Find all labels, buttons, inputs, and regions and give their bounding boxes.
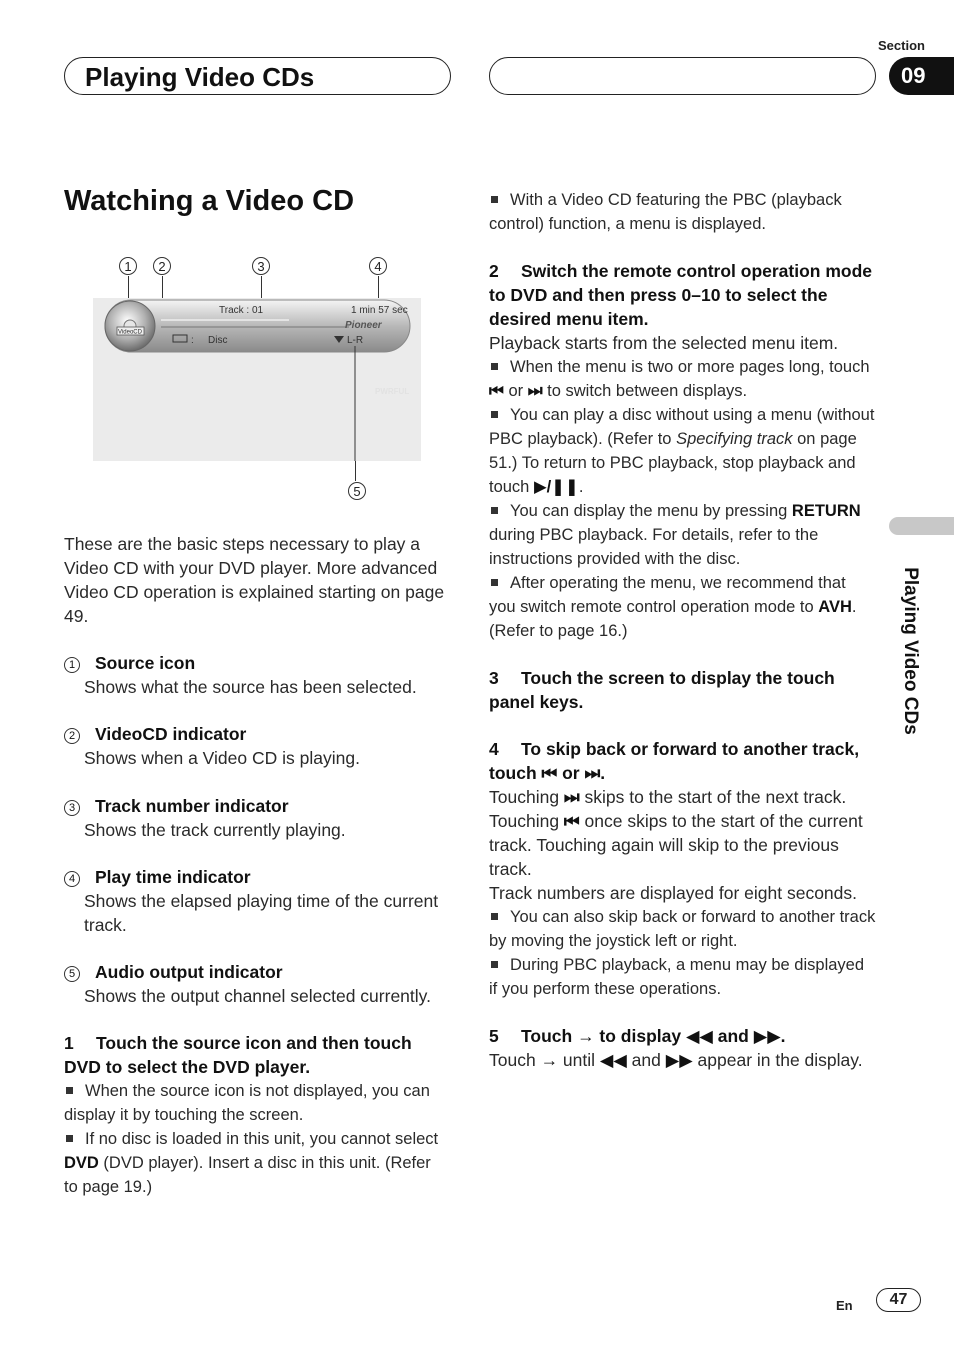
item-description: Shows the track currently playing.	[84, 820, 346, 840]
page-title: Watching a Video CD	[64, 185, 355, 217]
item-description: Shows the output channel selected currently.	[84, 986, 431, 1006]
previous-track-icon: ⏮	[541, 763, 558, 783]
item-description: Shows what the source has been selected.	[84, 677, 417, 697]
step-4-bullet-1	[489, 905, 876, 953]
step-1-bullet-1	[64, 1079, 449, 1127]
left-column	[64, 532, 449, 1199]
side-tab	[889, 517, 954, 535]
header-title-frame	[64, 57, 451, 95]
callout-3: 3	[252, 257, 270, 275]
repeat-colon: :	[191, 335, 194, 346]
item-title: Play time indicator	[95, 867, 251, 887]
bullet-icon	[66, 1087, 73, 1094]
body-text: until	[558, 1050, 600, 1070]
bullet-bold: RETURN	[791, 502, 861, 520]
item-audio-output-indicator	[64, 960, 449, 984]
step-4-body-1	[489, 785, 876, 881]
step-title: To skip back or forward to another track, touch	[489, 739, 860, 783]
next-track-icon: ⏭	[584, 763, 601, 783]
language-label: En	[836, 1298, 853, 1313]
previous-track-icon: ⏮	[563, 811, 580, 831]
step-5-body	[489, 1048, 876, 1072]
videocd-indicator-text: VideoCD	[118, 329, 142, 336]
body-text: Touching	[489, 787, 564, 807]
screen-illustration	[93, 298, 421, 461]
item-number: 2	[64, 728, 80, 744]
step-title: Switch the remote control operation mode to DVD and then press 0–10 to select the desired menu item.	[489, 261, 873, 329]
body-text: once skips to the start of the current track. Touching again will skip to the previous track.	[489, 811, 863, 879]
step-2-bullet-1	[489, 355, 876, 403]
fast-forward-icon: ▶▶	[753, 1026, 781, 1046]
step-title: Touch	[521, 1026, 578, 1046]
play-pause-icon: ▶/❚❚	[533, 478, 579, 496]
step-5-heading	[489, 1024, 876, 1048]
callout-5: 5	[348, 482, 366, 500]
item-number: 4	[64, 871, 80, 887]
body-text: and	[626, 1050, 666, 1070]
bullet-text: (DVD player). Insert a disc in this unit. (Refer to page 19.)	[64, 1154, 431, 1196]
bullet-text: or	[503, 382, 528, 400]
step-4-body-2: Track numbers are displayed for eight seconds.	[489, 883, 858, 903]
step-4-heading	[489, 737, 876, 785]
callout-1: 1	[119, 257, 137, 275]
callout-2: 2	[153, 257, 171, 275]
header-empty-frame	[489, 57, 876, 95]
bullet-text: When the source icon is not displayed, you can display it by touching the screen.	[64, 1082, 430, 1124]
item-videocd-indicator	[64, 722, 449, 746]
next-track-icon: ⏭	[527, 382, 543, 400]
step-number: 5	[489, 1026, 499, 1046]
item-title: Audio output indicator	[95, 962, 283, 982]
side-section-label: Playing Video CDs	[900, 567, 921, 735]
callout-5-leader-ext	[355, 461, 356, 481]
item-description: Shows the elapsed playing time of the current track.	[84, 891, 439, 935]
step-4-bullet-2	[489, 953, 876, 1001]
item-title: Track number indicator	[95, 796, 289, 816]
bullet-icon	[491, 913, 498, 920]
bullet-text: during PBC playback. For details, refer to the instructions provided with the disc.	[489, 526, 819, 568]
bullet-text: . (Refer to page 16.)	[489, 598, 857, 640]
header-title: Playing Video CDs	[85, 62, 315, 92]
step-title: Touch the source icon and then touch DVD to select the DVD player.	[64, 1033, 412, 1077]
step-title: to display	[594, 1026, 686, 1046]
step-2-body: Playback starts from the selected menu item.	[489, 333, 839, 353]
step-number: 2	[489, 261, 499, 281]
item-number: 3	[64, 800, 80, 816]
bullet-icon	[491, 196, 498, 203]
body-text: skips to the start of the next track. Touching	[489, 787, 847, 831]
rewind-icon: ◀◀	[599, 1050, 627, 1070]
bullet-text: After operating the menu, we recommend that you switch remote control operation mode to	[489, 574, 846, 616]
audio-output-indicator: L-R	[347, 335, 364, 346]
model-watermark: PWRFUL	[375, 387, 410, 396]
bullet-text: You can display the menu by pressing	[510, 502, 792, 520]
bullet-text: on page 51.) To return to PBC playback, stop playback and touch	[489, 430, 857, 496]
body-text: Touch	[489, 1050, 541, 1070]
step-2-heading	[489, 259, 876, 331]
step-2-bullet-2	[489, 403, 876, 499]
bullet-icon	[491, 507, 498, 514]
bullet-icon	[66, 1135, 73, 1142]
repeat-mode-text: Disc	[208, 335, 228, 346]
item-source-icon	[64, 651, 449, 675]
bullet-text: .	[578, 478, 584, 496]
bullet-text: With a Video CD featuring the PBC (playback control) function, a menu is displayed.	[489, 191, 842, 233]
item-title: VideoCD indicator	[95, 724, 247, 744]
play-time-indicator: 1 min 57 sec	[351, 305, 408, 316]
step-title: and	[712, 1026, 754, 1046]
arrow-icon: →	[577, 1026, 595, 1046]
item-track-number-indicator	[64, 794, 449, 818]
step-number: 4	[489, 739, 499, 759]
bullet-bold: AVH	[818, 598, 852, 616]
section-number-badge: 09	[889, 57, 954, 95]
bullet-text: If no disc is loaded in this unit, you cannot select	[85, 1130, 439, 1148]
next-track-icon: ⏭	[563, 787, 580, 807]
pbc-note	[489, 188, 876, 236]
step-title: or	[557, 763, 585, 783]
bullet-text: You can also skip back or forward to another track by moving the joystick left or right.	[489, 908, 876, 950]
bullet-icon	[491, 579, 498, 586]
bullet-icon	[491, 363, 498, 370]
callout-4: 4	[369, 257, 387, 275]
right-column	[489, 188, 876, 1072]
step-1-bullet-2	[64, 1127, 449, 1199]
step-3-heading	[489, 666, 876, 714]
step-number: 3	[489, 668, 499, 688]
bullet-text: When the menu is two or more pages long, touch	[510, 358, 870, 376]
step-2-bullet-3	[489, 499, 876, 571]
track-number-indicator: Track : 01	[219, 305, 264, 316]
item-number: 1	[64, 657, 80, 673]
fast-forward-icon: ▶▶	[665, 1050, 693, 1070]
item-play-time-indicator	[64, 865, 449, 889]
bullet-icon	[491, 961, 498, 968]
bullet-bold: DVD	[64, 1154, 99, 1172]
step-number: 1	[64, 1033, 74, 1053]
previous-track-icon: ⏮	[489, 382, 504, 400]
step-1-heading	[64, 1031, 449, 1079]
item-title: Source icon	[95, 653, 196, 673]
bullet-text: During PBC playback, a menu may be displayed if you perform these operations.	[489, 956, 865, 998]
bullet-icon	[491, 411, 498, 418]
item-description: Shows when a Video CD is playing.	[84, 748, 360, 768]
step-title: Touch the screen to display the touch panel keys.	[489, 668, 835, 712]
page-number: 47	[876, 1288, 921, 1312]
intro-paragraph: These are the basic steps necessary to play a Video CD with your DVD player. More advanced Video CD operation is explained starting on page 49.	[64, 534, 445, 626]
rewind-icon: ◀◀	[685, 1026, 713, 1046]
section-label: Section	[878, 38, 925, 53]
body-text: appear in the display.	[692, 1050, 863, 1070]
bullet-text: to switch between displays.	[542, 382, 748, 400]
brand-logo: Pioneer	[345, 320, 382, 331]
video-cd-screen-figure	[93, 298, 421, 461]
bullet-text: You can play a disc without using a menu (without PBC playback). (Refer to	[489, 406, 875, 448]
step-title: .	[780, 1026, 786, 1046]
step-title: .	[600, 763, 606, 783]
item-number: 5	[64, 966, 80, 982]
bullet-reference: Specifying track	[676, 430, 793, 448]
arrow-icon: →	[540, 1050, 559, 1070]
step-2-bullet-4	[489, 571, 876, 643]
